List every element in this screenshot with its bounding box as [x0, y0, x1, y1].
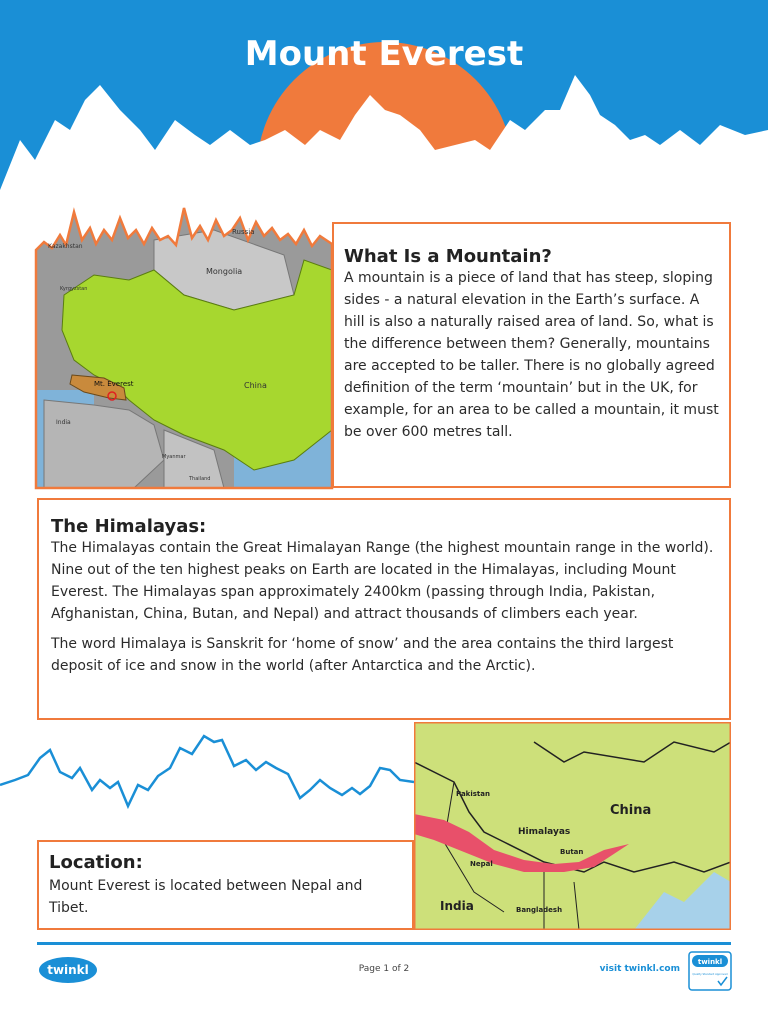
map-label-pakistan: Pakistan [456, 790, 490, 798]
himalayas-para-2: The word Himalaya is Sanskrit for ‘home of snow’ and the area contains the third largest deposit of ice and snow in the world (after Antarctica and the Arctic). [51, 636, 674, 674]
map-label-myanmar: Myanmar [162, 454, 186, 460]
map-label-russia: Russia [232, 228, 255, 236]
himalayas-heading: The Himalayas: [51, 516, 207, 537]
what-is-mountain-section [332, 222, 731, 488]
page-title: Mount Everest [244, 34, 524, 74]
what-is-mountain-body: A mountain is a piece of land that has steep, sloping sides - a natural elevation in the Earth’s surface. A hill is also a naturally raised area of land. So, what is the difference between them? Generally, mountains are accepted to be taller. There is no globally agreed definition of the term ‘mountain’ but in the UK, for example, for an area to be called a mountain, it must be over 600 metres tall. [344, 270, 719, 440]
what-is-mountain-heading: What Is a Mountain? [344, 246, 552, 267]
map-label-india: India [56, 419, 71, 426]
map-label-kazakhstan: Kazakhstan [48, 243, 83, 250]
svg-text:twinkl: twinkl [47, 963, 89, 977]
page-number: Page 1 of 2 [358, 964, 410, 974]
svg-text:twinkl: twinkl [697, 958, 723, 966]
ridge-line-decoration [0, 730, 414, 840]
himalayas-map [414, 722, 731, 930]
visit-link[interactable]: visit twinkl.com [599, 964, 680, 974]
asia-map [34, 200, 334, 490]
map-label-mongolia: Mongolia [206, 267, 243, 276]
map-label-bangladesh: Bangladesh [516, 906, 563, 914]
map-label-mt-everest: Mt. Everest [94, 380, 134, 388]
location-body: Mount Everest is located between Nepal and Tibet. [49, 878, 363, 916]
map-label-butan: Butan [560, 848, 584, 856]
map-label-kyrgyzstan: Kyrgyzstan [60, 286, 88, 292]
footer-divider [37, 942, 731, 945]
himalayas-para-1: The Himalayas contain the Great Himalayan Range (the highest mountain range in the world). Nine out of the ten highest peaks on Earth are located in the Himalayas, including Mount Everest. The Himalayas span approximately 2400km (passing through India, Pakistan, Afghanistan, China, Butan, and Nepal) and attract thousands of climbers each year. [51, 540, 714, 622]
map-label-thailand: Thailand [189, 476, 211, 482]
himalayas-section [37, 498, 731, 720]
map-label-china: China [244, 381, 267, 390]
map-label-china-2: China [610, 803, 652, 818]
map-label-nepal: Nepal [470, 860, 493, 868]
map-label-india-2: India [440, 899, 474, 913]
map-label-himalayas: Himalayas [518, 827, 571, 837]
svg-text:Quality Standard Approved: Quality Standard Approved [692, 973, 728, 976]
location-section [37, 840, 414, 930]
location-heading: Location: [49, 852, 143, 873]
header-mountains-illustration [0, 0, 768, 200]
quality-badge-icon [688, 951, 732, 991]
